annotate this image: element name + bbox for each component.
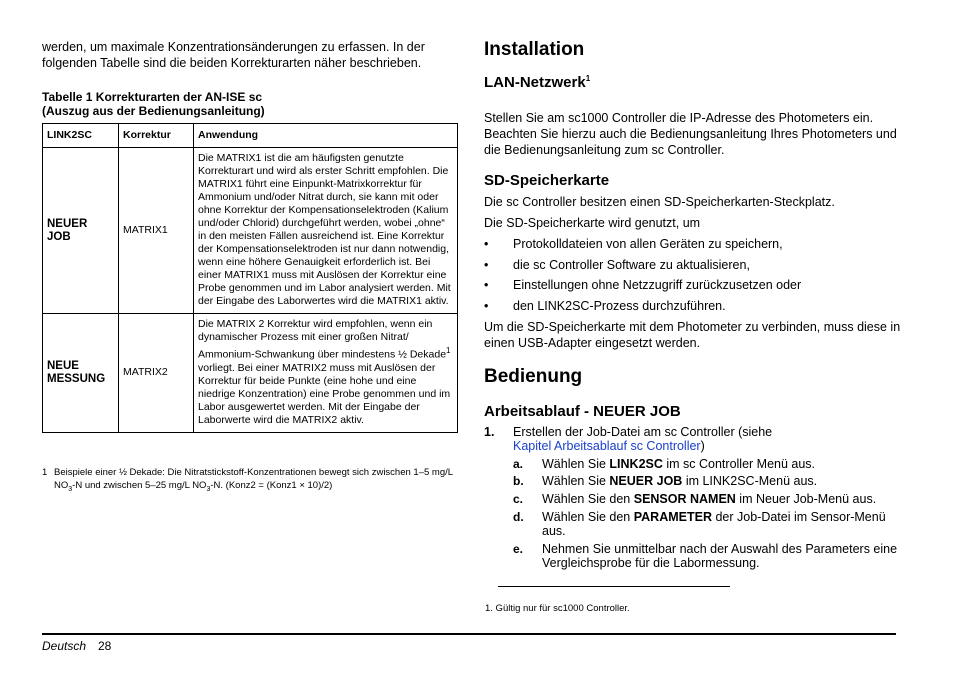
table-row	[43, 148, 458, 314]
list-item: • Einstellungen ohne Netzzugriff zurückzusetzen oder	[484, 278, 802, 292]
table-caption-line2: (Auszug aus der Bedienungsanleitung)	[42, 104, 265, 118]
bullet-icon: •	[484, 237, 489, 251]
substep-a: a. Wählen Sie LINK2SC im sc Controller Menü aus.	[513, 457, 816, 471]
table-row	[43, 314, 458, 433]
list-item: • den LINK2SC-Prozess durchzuführen.	[484, 299, 726, 313]
substep-e: e. Nehmen Sie unmittelbar nach der Auswahl des Parameters eine Vergleichsprobe für die Labormessung.	[513, 542, 898, 570]
bullet-icon: •	[484, 278, 489, 292]
row2-korrektur: MATRIX2	[119, 314, 194, 433]
sd-paragraph1: Die sc Controller besitzen einen SD-Speicherkarten-Steckplatz.	[484, 195, 835, 209]
intro-paragraph: werden, um maximale Konzentrationsänderungen zu erfassen. In der folgenden Tabelle sind die beiden Korrekturarten näher beschrieben.	[42, 40, 425, 70]
sd-paragraph3: Um die SD-Speicherkarte mit dem Photometer zu verbinden, muss diese in einen USB-Adapter eingesetzt werden.	[484, 320, 901, 350]
header-anwendung: Anwendung	[194, 124, 458, 148]
row2-anwendung-part2: vorliegt. Bei einer MATRIX2 muss mit Auslösen der Korrektur für beide Punkte (eine hohe und eine niedrige Konzentration) eine Probe genommen und im Labor ausgewertet werden. Mit der Eingabe der Laborwerte wird die MATRIX2 aktiv.	[198, 361, 451, 426]
list-item: • die sc Controller Software zu aktualisieren,	[484, 258, 750, 272]
footer-language: Deutsch	[42, 639, 87, 653]
chapter-link[interactable]: Kapitel Arbeitsablauf sc Controller	[513, 439, 701, 453]
substep-c: c. Wählen Sie den SENSOR NAMEN im Neuer Job-Menü aus.	[513, 492, 877, 506]
list-item: • Protokolldateien von allen Geräten zu speichern,	[484, 237, 783, 251]
lan-heading: LAN-Netzwerk$^1$	[484, 74, 591, 91]
step-1: 1. Erstellen der Job-Datei am sc Controller (siehe Kapitel Arbeitsablauf sc Controller)	[484, 425, 773, 453]
sd-paragraph2: Die SD-Speicherkarte wird genutzt, um	[484, 216, 701, 230]
header-korrektur: Korrektur	[119, 124, 194, 148]
row1-anwendung: Die MATRIX1 ist die am häufigsten genutzte Korrekturart und wird als erster Schritt empfohlen. Die MATRIX1 führt eine Einpunkt-Matrixkorrektur für Ammonium und/oder Nitrat durch, sie kann mit oder ohne Korrektur der Kompensationselektroden (Kalium und/oder Chlorid) durchgeführt werden, wobei „ohne“ in den meisten Fällen ausreichend ist. Eine Korrektur der Kompensationselektroden ist nur dann notwendig, wenn eine höhere Genauigkeit erforderlich ist. Bei einer MATRIX1 muss mit Auslösen der Korrektur eine Probe genommen und im Labor analysiert werden. Mit der Eingabe des Laborwertes wird die MATRIX1 aktiv.	[194, 148, 458, 314]
bullet-icon: •	[484, 299, 489, 313]
correction-table	[42, 123, 458, 433]
table-footnote	[42, 466, 462, 496]
row1-link2sc: NEUER JOB	[43, 148, 119, 314]
footnote-line2: $NO_3-N$ und zwischen 5–25 mg/L $NO_3-N$. (Konz2 = (Konz1 × 10)/2)	[54, 480, 333, 493]
footnote-line1: Beispiele einer ½ Dekade: Die Nitratstickstoff-Konzentrationen bewegt sich zwischen 1–5 mg/L	[54, 467, 454, 478]
footer-rule	[42, 633, 896, 635]
footnote-number: 1	[42, 467, 48, 478]
substep-d: d. Wählen Sie den PARAMETER der Job-Datei im Sensor-Menü aus.	[513, 510, 886, 538]
table-caption-line1: Tabelle 1 Korrekturarten der AN-ISE sc	[42, 90, 263, 104]
table-caption	[42, 90, 460, 118]
row2-anwendung-part1: Die MATRIX 2 Korrektur wird empfohlen, wenn ein dynamischer Prozess mit einer großen Nitrat/ Ammonium-Schwankung über mindestens ½ Dekade	[198, 318, 447, 361]
footnote-ref: 1	[446, 346, 451, 355]
workflow-heading: Arbeitsablauf - NEUER JOB	[484, 403, 681, 420]
header-link2sc: LINK2SC	[43, 124, 119, 148]
substep-b: b. Wählen Sie NEUER JOB im LINK2SC-Menü aus.	[513, 474, 818, 488]
table-header-row	[43, 124, 458, 148]
sd-heading: SD-Speicherkarte	[484, 172, 610, 189]
row1-korrektur: MATRIX1	[119, 148, 194, 314]
lan-paragraph: Stellen Sie am sc1000 Controller die IP-Adresse des Photometers ein. Beachten Sie hierzu auch die Bedienungsanleitung Ihres Photometers und die Bedienungsanleitung zum sc Controller.	[484, 111, 897, 157]
page-number: 28	[98, 639, 112, 653]
bedienung-heading: Bedienung	[484, 366, 583, 387]
installation-heading: Installation	[484, 39, 585, 60]
right-footnote: 1. Gültig nur für sc1000 Controller.	[485, 603, 630, 614]
row2-link2sc: NEUE MESSUNG	[43, 314, 119, 433]
footnote-divider	[498, 586, 730, 587]
bullet-icon: •	[484, 258, 489, 272]
row2-anwendung	[194, 314, 458, 433]
